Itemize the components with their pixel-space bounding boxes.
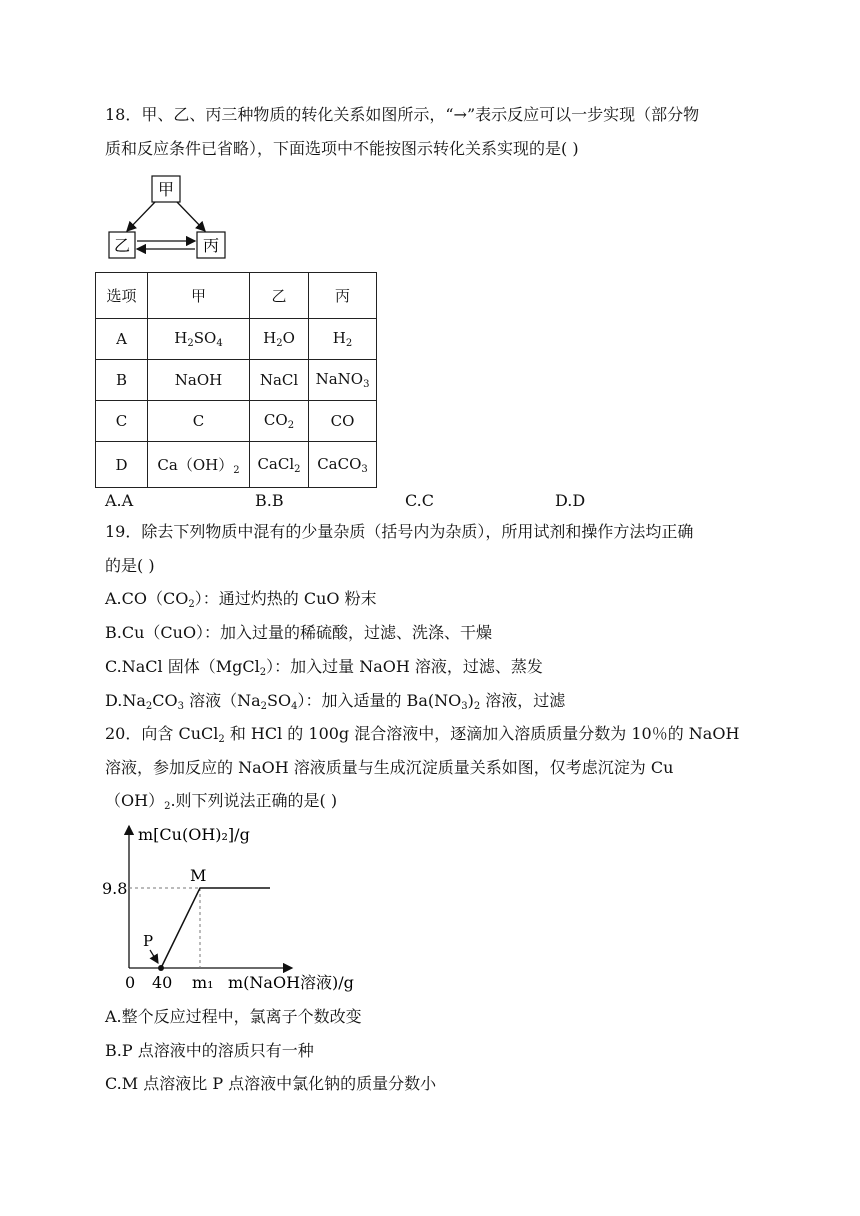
table-header-row [96,273,377,319]
q20-stem-line1: 20．向含 CuCl$_2$ 和 HCl 的 100g 混合溶液中，逐滴加入溶质质量分数为 10％的 NaOH [105,724,740,745]
table-row [96,401,377,442]
diagram-label-bing: 丙 [202,236,220,255]
diagram-label-jia: 甲 [157,180,175,199]
q20-precipitate-graph [100,818,380,998]
arrow-jia-to-bing [177,202,205,231]
header-yi: 乙 [250,273,309,319]
cell-jia: $H_2SO_4$ [148,319,250,360]
q19-option-b[interactable]: B.Cu（CuO）：加入过量的稀硫酸，过滤、洗涤、干燥 [105,623,493,642]
q18-stem-line1: 18．甲、乙、丙三种物质的转化关系如图所示，“→”表示反应可以一步实现（部分物 [105,105,700,124]
q19-option-d[interactable]: $D.Na_2CO_3$ 溶液$(Na_2SO_4)$：加入适量的 $Ba(NO_3)_2$ 溶液，过滤 [105,691,566,712]
q19-stem-line2: 的是( ) [105,556,155,575]
y-axis-label: m[Cu(OH)₂]/g [138,825,250,844]
cell-bing: $H_2$ [309,319,377,360]
y-tick-label: 9.8 [102,879,128,898]
x-tick-label-40: 40 [152,973,173,992]
q20-option-b[interactable]: B.P 点溶液中的溶质只有一种 [105,1041,314,1060]
cell-yi: NaCl [250,360,309,401]
cell-option: A [96,319,148,360]
cell-jia: NaOH [148,360,250,401]
q18-stem-line2: 质和反应条件已省略），下面选项中不能按图示转化关系实现的是( ) [105,139,579,158]
table-row [96,360,377,401]
cell-bing: CO [309,401,377,442]
cell-bing: NaNO$_3$ [309,360,377,401]
q18-choice-d[interactable]: D.D [555,491,586,510]
table-row [96,442,377,488]
x-origin-label: 0 [125,973,136,992]
cell-jia: C [148,401,250,442]
q20-option-a[interactable]: A.整个反应过程中，氯离子个数改变 [105,1007,362,1026]
q18-choice-a[interactable]: A.A [105,491,134,510]
q18-choice-b[interactable]: B.B [255,491,284,510]
cell-bing: CaCO$_3$ [309,442,377,488]
cell-jia: $Ca(OH)_2$ [148,442,250,488]
x-tick-label-m1: m₁ [192,973,214,992]
diagram-label-yi: 乙 [113,236,131,255]
cell-yi: $CO_2$ [250,401,309,442]
q20-option-c[interactable]: C.M 点溶液比 P 点溶液中氯化钠的质量分数小 [105,1074,437,1093]
precipitate-curve [161,888,270,968]
header-option: 选项 [96,273,148,319]
arrow-jia-to-yi [127,202,155,231]
q19-option-c[interactable]: C.NaCl 固体（MgCl$_2$）：加入过量 NaOH 溶液，过滤、蒸发 [105,657,543,678]
q20-stem-line2: 溶液，参加反应的 NaOH 溶液质量与生成沉淀质量关系如图，仅考虑沉淀为 Cu [105,758,674,777]
header-jia: 甲 [148,273,250,319]
q19-option-a[interactable]: $A.CO(CO_2)$：通过灼热的 CuO 粉末 [105,589,377,610]
cell-option: D [96,442,148,488]
point-p-label: P [143,932,154,950]
q20-stem-line3: $(OH)_2$.则下列说法正确的是( ) [105,791,338,812]
cell-option: C [96,401,148,442]
cell-yi: $H_2O$ [250,319,309,360]
cell-option: B [96,360,148,401]
cell-yi: CaCl$_2$ [250,442,309,488]
point-m-label: M [190,866,207,885]
q18-choice-c[interactable]: C.C [405,491,434,510]
q18-options-table [95,272,377,488]
table-row [96,319,377,360]
q18-conversion-diagram [105,174,230,264]
header-bing: 丙 [309,273,377,319]
q19-stem-line1: 19．除去下列物质中混有的少量杂质（括号内为杂质），所用试剂和操作方法均正确 [105,522,694,541]
x-axis-label: m(NaOH溶液)/g [228,973,354,992]
point-p-dot [158,965,164,971]
point-p-arrow [150,950,158,963]
